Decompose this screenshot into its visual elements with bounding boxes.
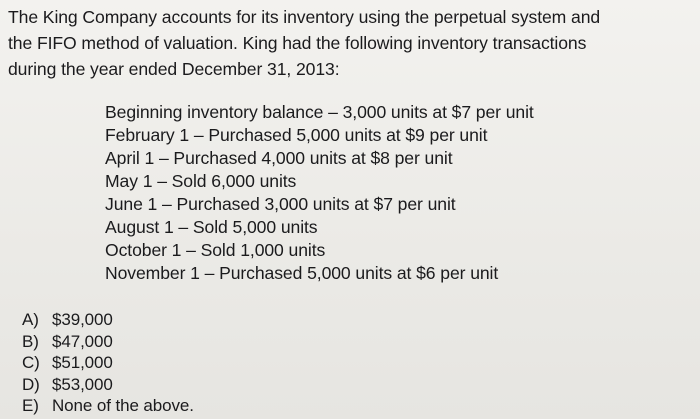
transaction-list <box>105 101 534 285</box>
choice-letter: A) <box>22 310 39 329</box>
choice-letter: B) <box>22 331 39 351</box>
choice-a[interactable] <box>22 309 194 331</box>
intro-line-1: The King Company accounts for its inventory using the perpetual system and <box>8 7 601 27</box>
transaction-june: June 1 – Purchased 3,000 units at $7 per unit <box>105 194 456 214</box>
choice-e[interactable] <box>22 395 194 417</box>
choice-letter: D) <box>22 374 40 394</box>
question-intro <box>8 4 698 82</box>
choice-d[interactable] <box>22 374 194 396</box>
intro-line-3: during the year ended December 31, 2013: <box>8 59 340 79</box>
intro-line-2: the FIFO method of valuation. King had the following inventory transactions <box>8 33 587 53</box>
transaction-august: August 1 – Sold 5,000 units <box>105 217 318 237</box>
choice-c[interactable] <box>22 352 194 374</box>
transaction-november: November 1 – Purchased 5,000 units at $6 per unit <box>105 263 499 283</box>
choice-text: $39,000 <box>52 310 113 329</box>
choice-text: None of the above. <box>52 396 194 416</box>
transaction-may: May 1 – Sold 6,000 units <box>105 171 297 191</box>
choice-letter: C) <box>22 353 40 373</box>
choice-text: $47,000 <box>52 331 113 351</box>
transaction-beginning-balance: Beginning inventory balance – 3,000 units at $7 per unit <box>105 102 534 122</box>
choice-b[interactable] <box>22 331 194 353</box>
choice-text: $51,000 <box>52 353 113 373</box>
transaction-february: February 1 – Purchased 5,000 units at $9 per unit <box>105 125 488 145</box>
choice-text: $53,000 <box>52 374 113 394</box>
transaction-april: April 1 – Purchased 4,000 units at $8 per unit <box>105 148 453 168</box>
transaction-october: October 1 – Sold 1,000 units <box>105 240 326 260</box>
answer-choices <box>22 309 194 417</box>
choice-letter: E) <box>22 396 39 416</box>
